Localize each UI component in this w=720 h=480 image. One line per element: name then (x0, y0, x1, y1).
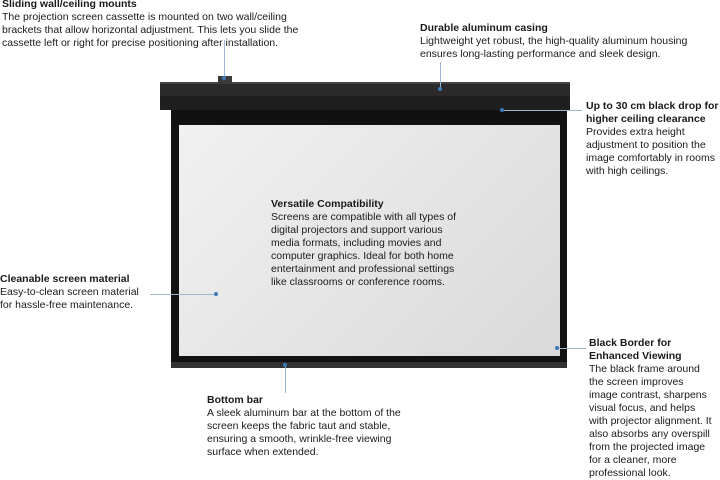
callout-line: from the projected image (589, 441, 706, 453)
callout-line: screen keeps the fabric taut and stable, (207, 420, 391, 432)
callout-line: adjustment to position the (586, 139, 706, 151)
callout-title-line: Black Border for (589, 337, 672, 349)
bottom-bar (171, 362, 567, 368)
callout-line: cassette left or right for precise positioning after installation. (2, 37, 279, 49)
callout-line: The black frame around (589, 363, 700, 375)
callout-line: ensures long-lasting performance and sleek design. (420, 48, 661, 60)
callout-line: image contrast, sharpens (589, 389, 707, 401)
callout-line: image comfortably in rooms (586, 152, 715, 164)
casing-lower-edge (160, 96, 570, 110)
callout-title-line: Up to 30 cm black drop for (586, 100, 719, 112)
leader-dot-border (555, 346, 559, 350)
callout-line: with projector alignment. It (589, 415, 712, 427)
callout-title-line: Enhanced Viewing (589, 350, 682, 362)
callout-line: Easy-to-clean screen material (0, 286, 139, 298)
callout-aluminum-casing (420, 22, 720, 61)
callout-line: Provides extra height (586, 126, 685, 138)
callout-line: for hassle-free maintenance. (0, 299, 134, 311)
leader-line-casing (440, 62, 441, 88)
leader-dot-bottom (283, 363, 287, 367)
callout-line: like classrooms or conference rooms. (271, 276, 445, 288)
callout-line: Screens are compatible with all types of (271, 211, 457, 223)
callout-line: professional look. (589, 467, 671, 479)
callout-versatile-compatibility (271, 198, 501, 289)
callout-line: with high ceilings. (586, 165, 669, 177)
callout-line: computer graphics. Ideal for both home (271, 250, 454, 262)
callout-line: for a cleaner, more (589, 454, 677, 466)
leader-line-drop (502, 110, 582, 111)
callout-title: Versatile Compatibility (271, 198, 384, 210)
callout-line: A sleek aluminum bar at the bottom of the (207, 407, 401, 419)
leader-dot-cleanable (214, 292, 218, 296)
callout-line: the screen improves (589, 376, 684, 388)
callout-black-border (589, 337, 720, 480)
leader-line-bottom (285, 365, 286, 393)
leader-dot-sliding (222, 76, 226, 80)
callout-title-line: higher ceiling clearance (586, 113, 706, 125)
callout-line: Lightweight yet robust, the high-quality aluminum housing (420, 35, 688, 47)
callout-line: brackets that allow horizontal adjustment. This lets you slide the (2, 24, 299, 36)
callout-title: Durable aluminum casing (420, 22, 548, 34)
callout-bottom-bar (207, 394, 447, 459)
callout-title: Cleanable screen material (0, 273, 130, 285)
callout-line: also absorbs any overspill (589, 428, 710, 440)
callout-line: media formats, including movies and (271, 237, 442, 249)
callout-line: visual focus, and helps (589, 402, 696, 414)
callout-line: digital projectors and support various (271, 224, 443, 236)
leader-dot-drop (500, 108, 504, 112)
callout-title: Sliding wall/ceiling mounts (2, 0, 137, 10)
callout-line: entertainment and professional settings (271, 263, 455, 275)
leader-line-border (558, 348, 586, 349)
callout-sliding-mounts (2, 0, 342, 50)
callout-black-drop (586, 100, 720, 178)
leader-dot-casing (438, 87, 442, 91)
callout-cleanable-material (0, 273, 170, 312)
callout-line: The projection screen cassette is mounted on two wall/ceiling (2, 11, 287, 23)
black-drop (171, 110, 567, 122)
callout-title: Bottom bar (207, 394, 263, 406)
callout-line: ensuring a smooth, wrinkle-free viewing (207, 433, 392, 445)
callout-line: surface when extended. (207, 446, 319, 458)
